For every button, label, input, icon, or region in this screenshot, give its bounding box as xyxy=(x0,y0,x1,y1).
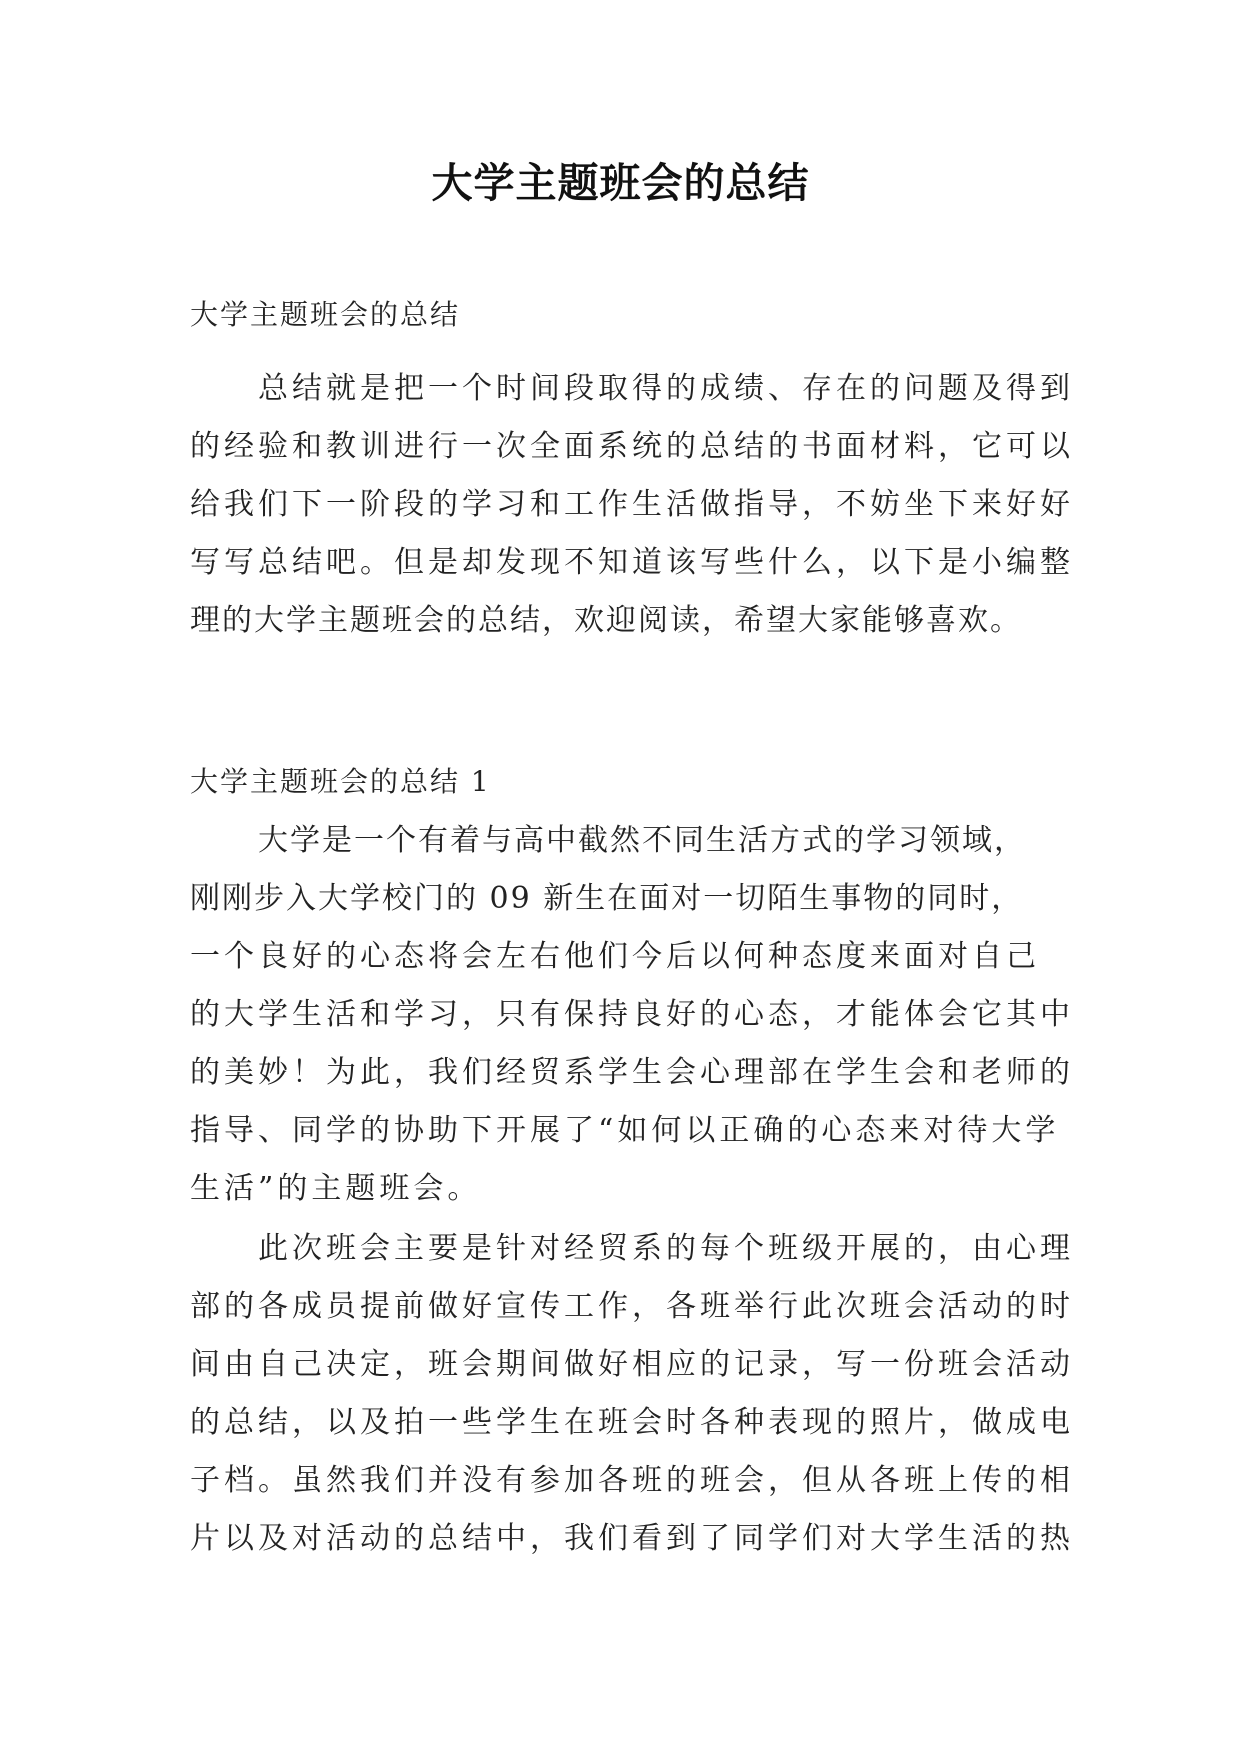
intro-paragraph xyxy=(190,360,1074,650)
paragraph-line: 大学是一个有着与高中截然不同生活方式的学习领域， xyxy=(258,823,1026,858)
section-heading: 大学主题班会的总结 1 xyxy=(190,765,491,798)
paragraph-line: 的美妙！为此，我们经贸系学生会心理部在学生会和老师的 xyxy=(190,1055,1074,1090)
paragraph-line: 一个良好的心态将会左右他们今后以何种态度来面对自己 xyxy=(190,939,1040,974)
paragraph-line: 此次班会主要是针对经贸系的每个班级开展的，由心理 xyxy=(258,1231,1074,1266)
paragraph-line: 间由自己决定，班会期间做好相应的记录，写一份班会活动 xyxy=(190,1347,1074,1382)
paragraph-line: 子档。虽然我们并没有参加各班的班会，但从各班上传的相 xyxy=(190,1463,1074,1498)
paragraph-line: 总结就是把一个时间段取得的成绩、存在的问题及得到 xyxy=(258,371,1074,406)
paragraph-line: 片以及对活动的总结中，我们看到了同学们对大学生活的热 xyxy=(190,1521,1074,1556)
paragraph-line: 写写总结吧。但是却发现不知道该写些什么，以下是小编整 xyxy=(190,545,1074,580)
section1-paragraph-1 xyxy=(190,812,1074,1218)
paragraph-line: 部的各成员提前做好宣传工作，各班举行此次班会活动的时 xyxy=(190,1289,1074,1324)
paragraph-line: 的总结，以及拍一些学生在班会时各种表现的照片，做成电 xyxy=(190,1405,1074,1440)
document-subtitle: 大学主题班会的总结 xyxy=(190,298,461,331)
paragraph-line: 给我们下一阶段的学习和工作生活做指导，不妨坐下来好好 xyxy=(190,487,1074,522)
document-title: 大学主题班会的总结 xyxy=(431,159,810,207)
paragraph-line: 的大学生活和学习，只有保持良好的心态，才能体会它其中 xyxy=(190,997,1074,1032)
paragraph-line: 指导、同学的协助下开展了“如何以正确的心态来对待大学 xyxy=(190,1113,1060,1148)
paragraph-line: 刚刚步入大学校门的 09 新生在面对一切陌生事物的同时， xyxy=(190,881,1024,916)
paragraph-line: 理的大学主题班会的总结，欢迎阅读，希望大家能够喜欢。 xyxy=(190,603,1022,638)
paragraph-line: 生活”的主题班会。 xyxy=(190,1171,482,1206)
section1-paragraph-2 xyxy=(190,1220,1074,1568)
paragraph-line: 的经验和教训进行一次全面系统的总结的书面材料，它可以 xyxy=(190,429,1074,464)
